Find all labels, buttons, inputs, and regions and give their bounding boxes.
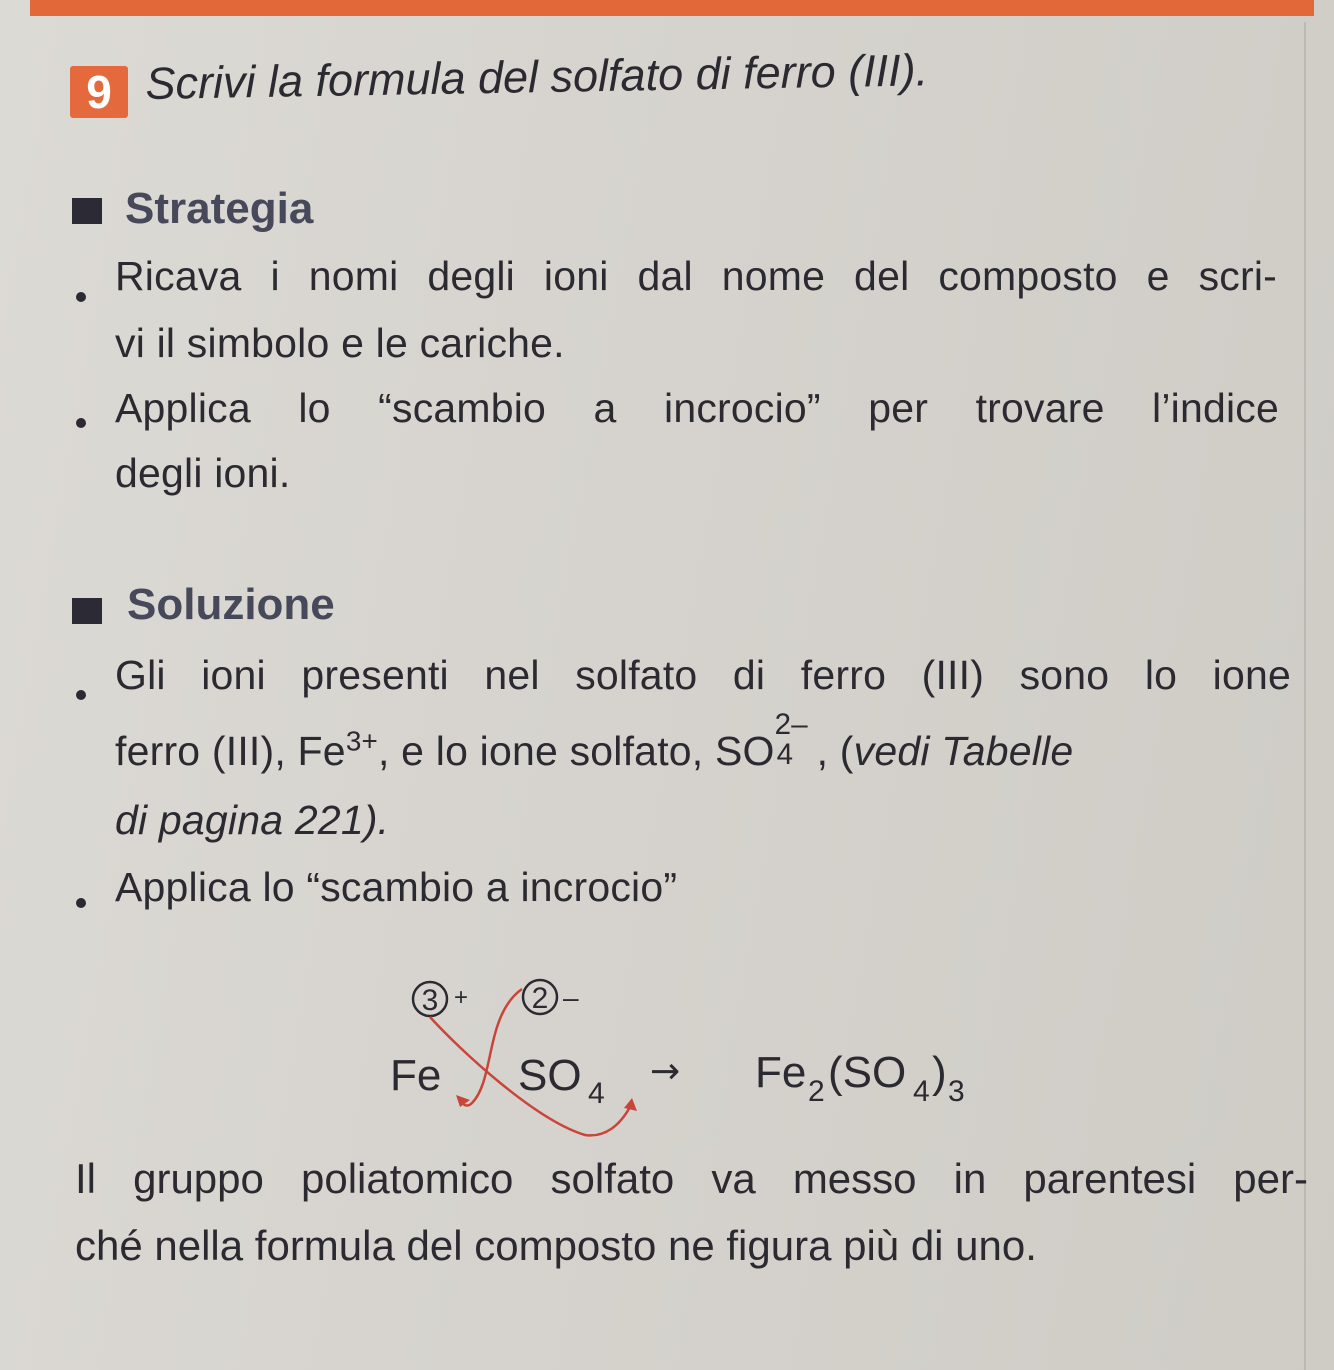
diagram-anion-so: SO bbox=[518, 1051, 582, 1100]
soluzione-bullet-1-line-3 bbox=[115, 797, 389, 844]
text-segment: ferro (III), Fe bbox=[115, 728, 346, 774]
sulfate-index: 4 bbox=[776, 738, 794, 772]
section-title-soluzione: Soluzione bbox=[127, 580, 335, 629]
reaction-arrow: → bbox=[650, 1051, 681, 1092]
text-segment: , e lo ione solfato, SO bbox=[378, 728, 775, 774]
so4-charge-sign: – bbox=[563, 982, 579, 1013]
section-marker-square bbox=[72, 198, 102, 224]
soluzione-bullet-2-line-1: Applica lo “scambio a incrocio” bbox=[115, 864, 678, 910]
strategia-bullet-2-line-1: Applica lo “scambio a incrocio” per trovare l’indice bbox=[115, 385, 1279, 431]
bullet-dot bbox=[76, 418, 86, 428]
sulfate-charge-index bbox=[774, 707, 817, 772]
so4-charge-circle bbox=[523, 980, 557, 1015]
bullet-dot bbox=[76, 898, 86, 908]
fe-charge-number: 3 bbox=[421, 984, 439, 1017]
so4-charge-number: 2 bbox=[531, 982, 549, 1015]
text-segment: , ( bbox=[816, 728, 854, 774]
product-outer-index: 3 bbox=[948, 1075, 965, 1108]
closing-line-2: ché nella formula del composto ne figura più di uno. bbox=[75, 1222, 1037, 1269]
product-fe-index: 2 bbox=[808, 1075, 825, 1108]
exercise-number-badge: 9 bbox=[70, 66, 128, 118]
cross-arrowhead-right bbox=[624, 1098, 637, 1111]
strategia-bullet-1-line-1: Ricava i nomi degli ioni dal nome del composto e scri- bbox=[115, 253, 1277, 299]
section-title-strategia: Strategia bbox=[125, 184, 314, 233]
cross-exchange-diagram bbox=[380, 975, 1020, 1145]
product-sulfate-close: ) bbox=[932, 1048, 947, 1097]
bullet-dot bbox=[76, 690, 86, 700]
fe-charge-sign: + bbox=[454, 984, 469, 1011]
page-reference: di pagina 221). bbox=[115, 797, 390, 843]
exercise-question: Scrivi la formula del solfato di ferro (III). bbox=[145, 44, 929, 109]
bullet-dot bbox=[76, 292, 86, 302]
section-marker-square bbox=[72, 598, 102, 624]
closing-line-1: Il gruppo poliatomico solfato va messo in parentesi per- bbox=[75, 1155, 1308, 1202]
fe-charge-circle bbox=[413, 982, 447, 1017]
strategia-bullet-2-line-2: degli ioni. bbox=[115, 450, 291, 496]
product-sulfate-index: 4 bbox=[913, 1075, 930, 1108]
table-reference: vedi Tabelle bbox=[853, 728, 1074, 774]
strategia-bullet-1-line-2: vi il simbolo e le cariche. bbox=[115, 320, 565, 366]
cross-arrow-left bbox=[462, 989, 522, 1106]
soluzione-bullet-1-line-1: Gli ioni presenti nel solfato di ferro (III) sono lo ione bbox=[115, 652, 1291, 698]
soluzione-bullet-1-line-2 bbox=[115, 707, 1074, 775]
diagram-cation-fe: Fe bbox=[390, 1051, 442, 1100]
diagram-anion-index: 4 bbox=[588, 1077, 605, 1110]
product-fe: Fe bbox=[755, 1048, 807, 1097]
fe-charge: 3+ bbox=[345, 725, 378, 757]
product-sulfate-open: (SO bbox=[828, 1048, 907, 1097]
sulfate-charge: 2– bbox=[774, 707, 808, 741]
product-formula bbox=[755, 1048, 965, 1108]
header-color-strip bbox=[30, 0, 1314, 16]
